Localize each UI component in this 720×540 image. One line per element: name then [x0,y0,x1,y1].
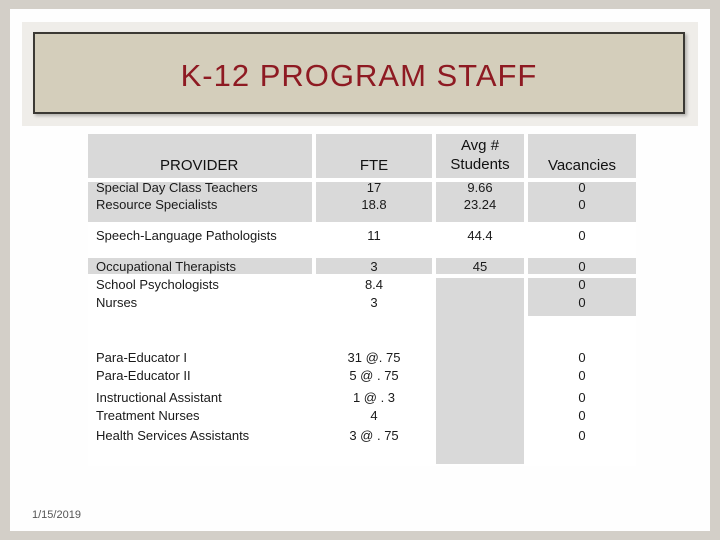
slide-date: 1/15/2019 [32,509,81,521]
row-3-provider-1: Occupational Therapists [96,259,236,274]
row-3-vacancies-3: 0 [578,295,586,310]
row-1-provider-2: Resource Specialists [96,197,218,212]
row-3-fte-1: 3 [370,259,378,274]
row-3-vacancies-2: 0 [578,277,586,292]
row-1-vacancies-2: 0 [578,197,586,212]
row-5-provider-1: Instructional Assistant [96,390,222,405]
row-2-avg-1: 44.4 [467,228,493,243]
row-3-avg-1: 45 [472,259,488,274]
row-2-vacancies-1: 0 [578,228,586,243]
avg-column-empty-bg [436,278,524,464]
row-4-provider-2: Para-Educator II [96,368,191,383]
row-1-vacancies-1: 0 [578,180,586,195]
row-5-fte-1: 1 @ . 3 [352,390,396,405]
row-5-vacancies-2: 0 [578,408,586,423]
row-4-vacancies-1: 0 [578,350,586,365]
row-4-vacancies-2: 0 [578,368,586,383]
row-3-provider-3: Nurses [96,295,138,310]
title-box [33,32,685,114]
row-5-provider-2: Treatment Nurses [96,408,200,423]
header-fte: FTE [359,157,389,174]
row-3-vacancies-1: 0 [578,259,586,274]
row-1-avg-2: 23.24 [463,197,497,212]
header-avg-line1: Avg # [460,137,500,154]
row-4-fte-2: 5 @ . 75 [349,368,399,383]
row-1-fte-2: 18.8 [361,197,387,212]
row-2-provider-1: Speech-Language Pathologists [96,228,277,243]
row-5-vacancies-1: 0 [578,390,586,405]
row-3-provider-2: School Psychologists [96,277,219,292]
row-2-fte-1: 11 [367,228,381,243]
row-5-fte-3: 3 @ . 75 [349,428,399,443]
row-3-fte-2: 8.4 [364,277,384,292]
row-1-avg-1: 9.66 [467,180,493,195]
row-1-fte-1: 17 [366,180,382,195]
row-5-vacancies-3: 0 [578,428,586,443]
header-provider: PROVIDER [160,157,239,174]
row-4-provider-1: Para-Educator I [96,350,188,365]
row-1-provider-1: Special Day Class Teachers [96,180,258,195]
row-4-fte-1: 31 @. 75 [347,350,401,365]
row-5-provider-3: Health Services Assistants [96,428,250,443]
row-5-fte-2: 4 [370,408,378,423]
header-vacancies: Vacancies [547,157,617,174]
slide-title: K-12 PROGRAM STAFF [180,58,538,93]
staff-table [88,134,636,466]
header-avg-line2: Students [450,156,510,173]
row-3-fte-3: 3 [370,295,378,310]
